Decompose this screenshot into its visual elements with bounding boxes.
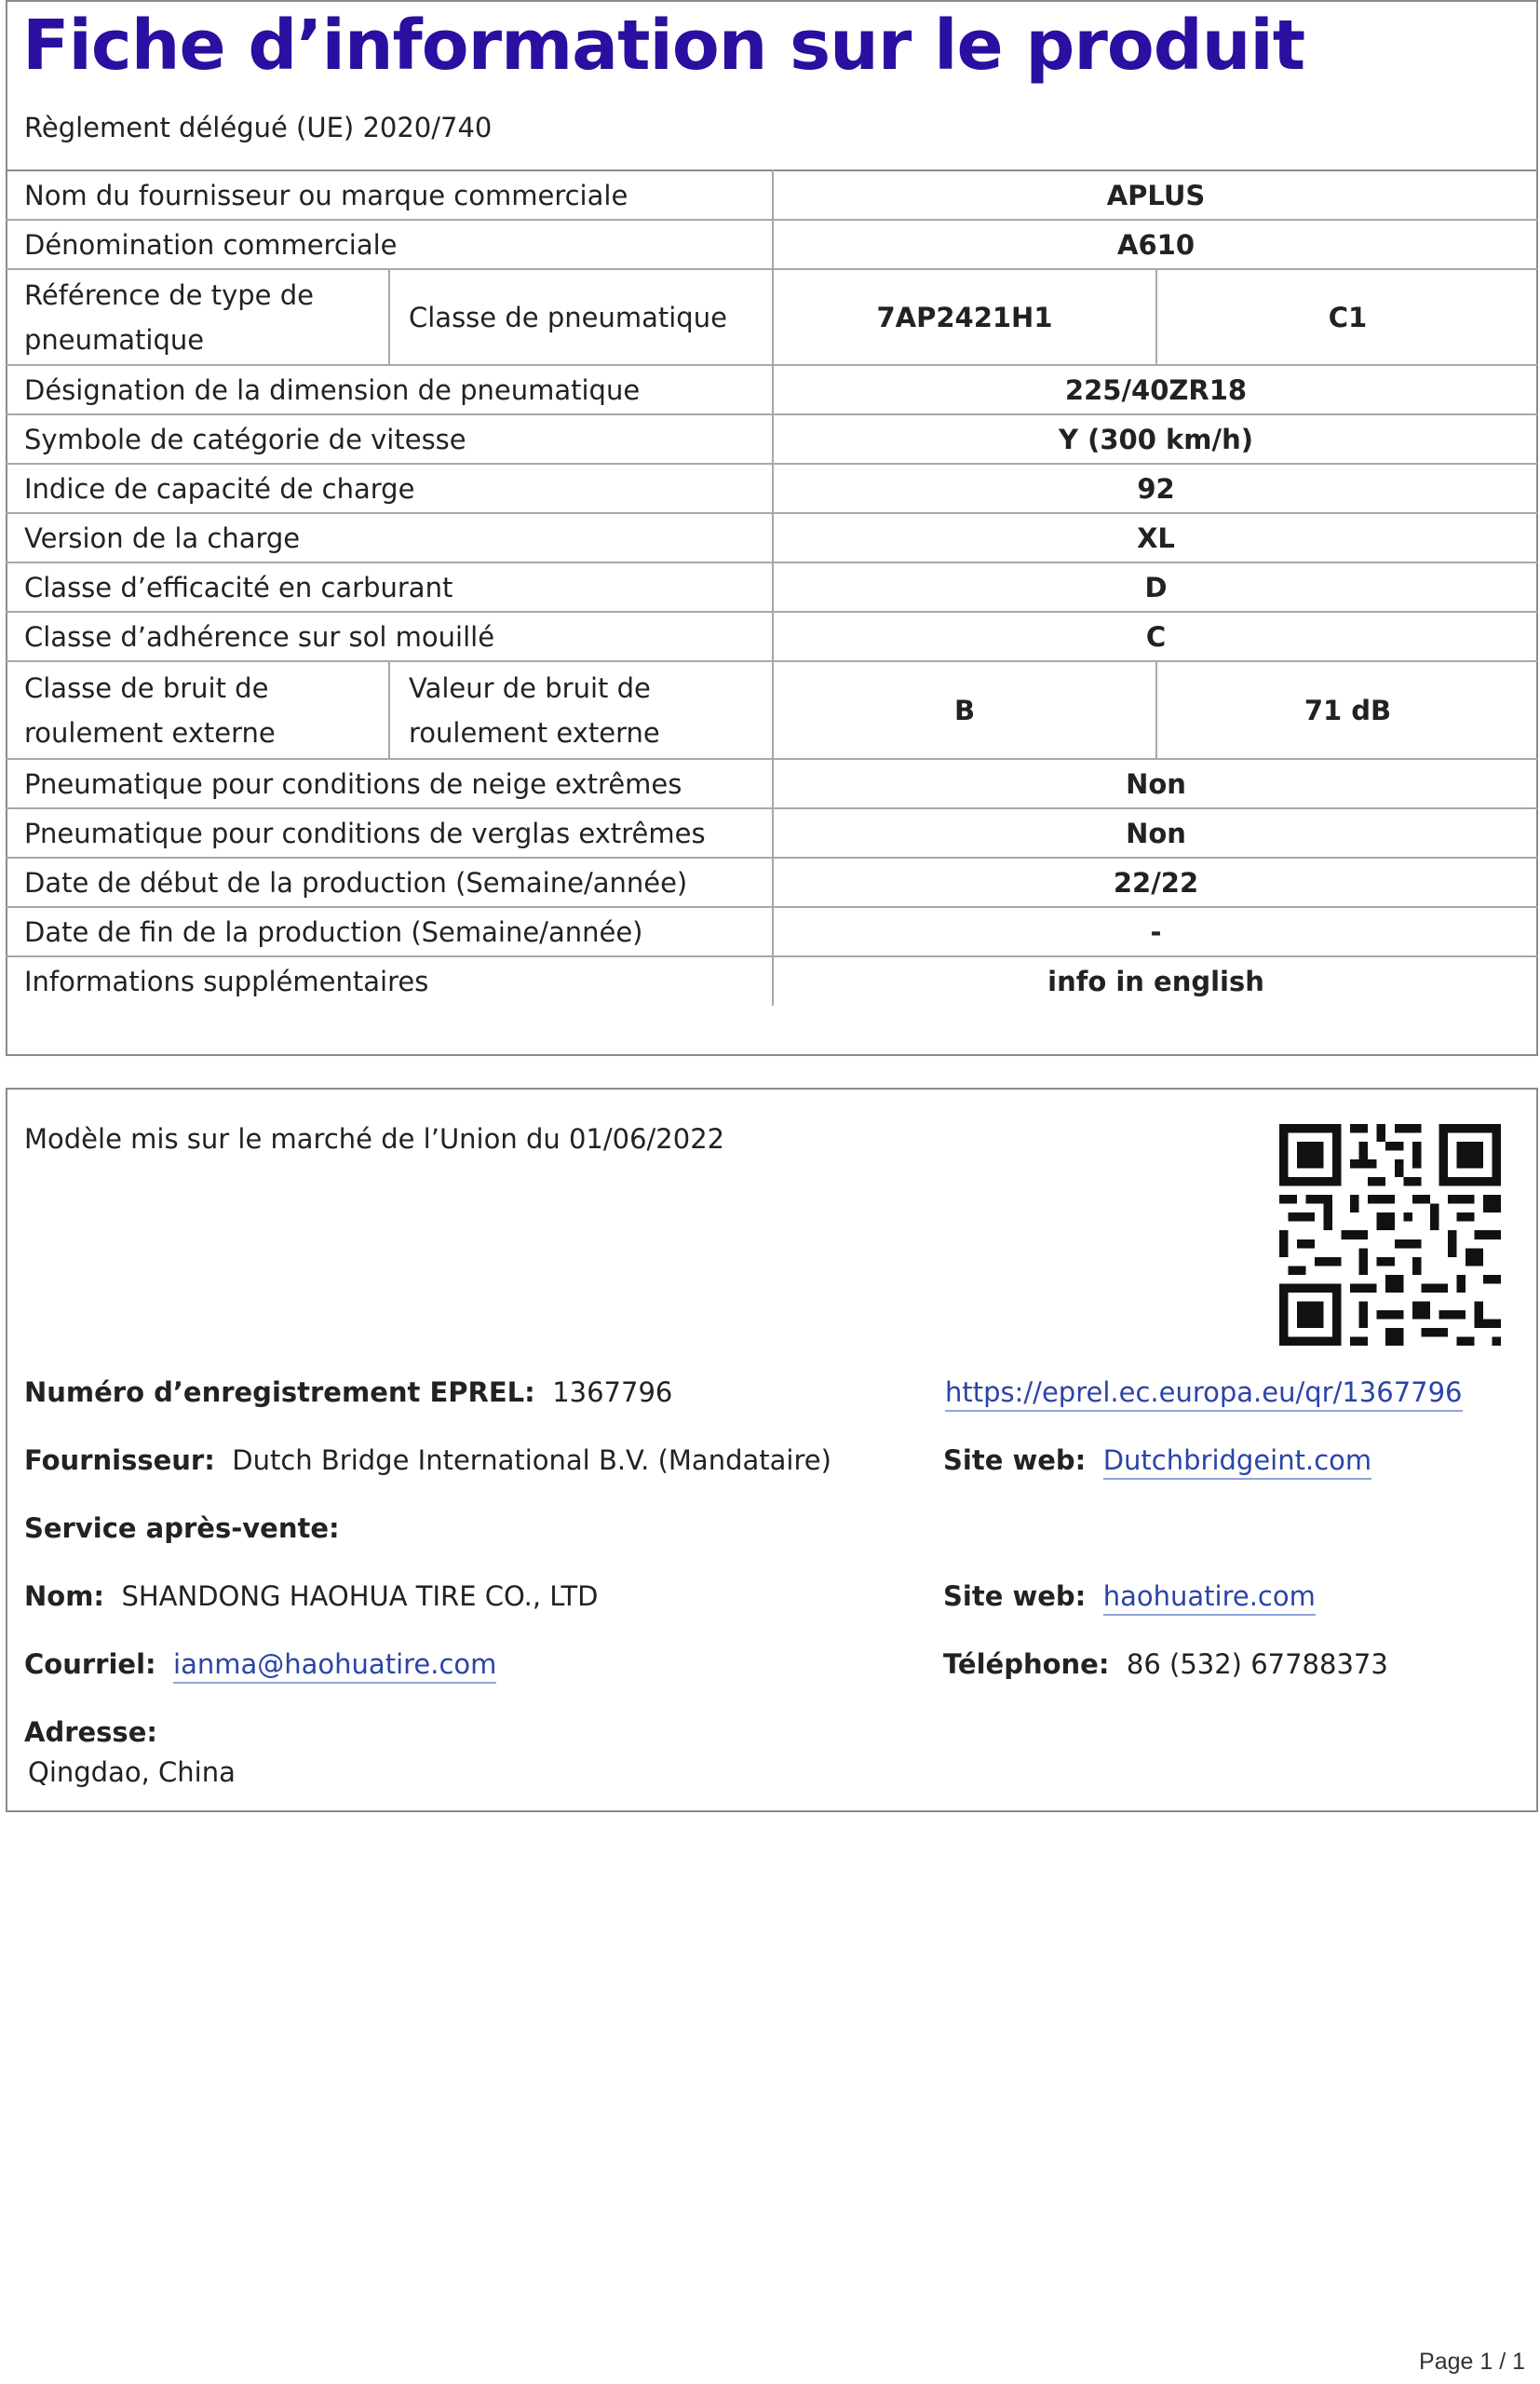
row-label: Pneumatique pour conditions de neige extrêmes xyxy=(6,759,773,808)
row-value: Non xyxy=(773,808,1538,858)
row-label: Classe d’adhérence sur sol mouillé xyxy=(6,612,773,661)
email-line xyxy=(24,1648,496,1680)
table-row xyxy=(6,858,1538,907)
service-name-value: SHANDONG HAOHUA TIRE CO., LTD xyxy=(121,1580,599,1612)
table-row xyxy=(6,562,1538,612)
eprel-registration xyxy=(24,1376,672,1408)
email-link[interactable]: ianma@haohuatire.com xyxy=(173,1648,496,1684)
phone-value: 86 (532) 67788373 xyxy=(1126,1648,1388,1680)
row-value: - xyxy=(773,907,1538,956)
row-value: B xyxy=(773,661,1156,759)
row-value: C xyxy=(773,612,1538,661)
eprel-number: 1367796 xyxy=(552,1376,673,1408)
service-website-link[interactable]: haohuatire.com xyxy=(1103,1580,1316,1616)
supplier-line xyxy=(24,1444,831,1476)
row-label: Dénomination commerciale xyxy=(6,220,773,269)
row-label: Informations supplémentaires xyxy=(6,956,773,1006)
row-value: 92 xyxy=(773,464,1538,513)
supplier-website-link[interactable]: Dutchbridgeint.com xyxy=(1103,1444,1371,1480)
supplier-website-line xyxy=(943,1444,1371,1476)
row-value-2: C1 xyxy=(1156,269,1538,365)
row-sublabel: Classe de pneumatique xyxy=(389,269,773,365)
service-name-line xyxy=(24,1580,599,1612)
row-value: D xyxy=(773,562,1538,612)
row-label: Classe de bruit de roulement externe xyxy=(6,661,389,759)
page-number: Page 1 / 1 xyxy=(1419,2349,1525,2375)
supplier-label: Fournisseur: xyxy=(24,1444,215,1476)
row-label: Indice de capacité de charge xyxy=(6,464,773,513)
row-label: Nom du fournisseur ou marque commerciale xyxy=(6,170,773,220)
table-row xyxy=(6,170,1538,220)
after-sales-heading: Service après-vente: xyxy=(24,1512,340,1544)
row-value: 7AP2421H1 xyxy=(773,269,1156,365)
table-row xyxy=(6,513,1538,562)
table-row xyxy=(6,661,1538,759)
table-row xyxy=(6,365,1538,414)
page-title: Fiche d’information sur le produit xyxy=(22,6,1305,86)
row-label: Référence de type de pneumatique xyxy=(6,269,389,365)
qr-code-icon[interactable] xyxy=(1279,1124,1501,1346)
table-row xyxy=(6,220,1538,269)
row-value: Y (300 km/h) xyxy=(773,414,1538,464)
phone-label: Téléphone: xyxy=(943,1648,1110,1680)
regulation-subtitle: Règlement délégué (UE) 2020/740 xyxy=(24,112,493,143)
phone-line xyxy=(943,1648,1388,1680)
table-row xyxy=(6,464,1538,513)
email-label: Courriel: xyxy=(24,1648,156,1680)
row-sublabel: Valeur de bruit de roulement externe xyxy=(389,661,773,759)
eprel-url-container xyxy=(945,1376,1463,1408)
row-value: info in english xyxy=(773,956,1538,1006)
supplier-value: Dutch Bridge International B.V. (Mandataire) xyxy=(232,1444,831,1476)
row-value-2: 71 dB xyxy=(1156,661,1538,759)
row-label: Classe d’efficacité en carburant xyxy=(6,562,773,612)
row-value: XL xyxy=(773,513,1538,562)
row-value: 225/40ZR18 xyxy=(773,365,1538,414)
service-name-label: Nom: xyxy=(24,1580,105,1612)
row-value: A610 xyxy=(773,220,1538,269)
table-row xyxy=(6,414,1538,464)
row-label: Version de la charge xyxy=(6,513,773,562)
table-row xyxy=(6,269,1538,365)
row-value: APLUS xyxy=(773,170,1538,220)
table-row xyxy=(6,808,1538,858)
row-label: Date de fin de la production (Semaine/année) xyxy=(6,907,773,956)
table-row xyxy=(6,907,1538,956)
row-label: Désignation de la dimension de pneumatique xyxy=(6,365,773,414)
table-row xyxy=(6,956,1538,1006)
row-label: Date de début de la production (Semaine/année) xyxy=(6,858,773,907)
eprel-label: Numéro d’enregistrement EPREL: xyxy=(24,1376,535,1408)
service-website-line xyxy=(943,1580,1316,1612)
row-label: Pneumatique pour conditions de verglas extrêmes xyxy=(6,808,773,858)
product-info-table xyxy=(6,169,1538,1006)
address-label: Adresse: xyxy=(24,1716,157,1748)
table-row xyxy=(6,612,1538,661)
table-row xyxy=(6,759,1538,808)
eprel-url-link[interactable]: https://eprel.ec.europa.eu/qr/1367796 xyxy=(945,1376,1463,1412)
row-label: Symbole de catégorie de vitesse xyxy=(6,414,773,464)
supplier-website-label: Site web: xyxy=(943,1444,1087,1476)
row-value: Non xyxy=(773,759,1538,808)
address-value: Qingdao, China xyxy=(28,1756,236,1788)
row-value: 22/22 xyxy=(773,858,1538,907)
service-website-label: Site web: xyxy=(943,1580,1087,1612)
market-date: Modèle mis sur le marché de l’Union du 01/06/2022 xyxy=(24,1123,725,1155)
